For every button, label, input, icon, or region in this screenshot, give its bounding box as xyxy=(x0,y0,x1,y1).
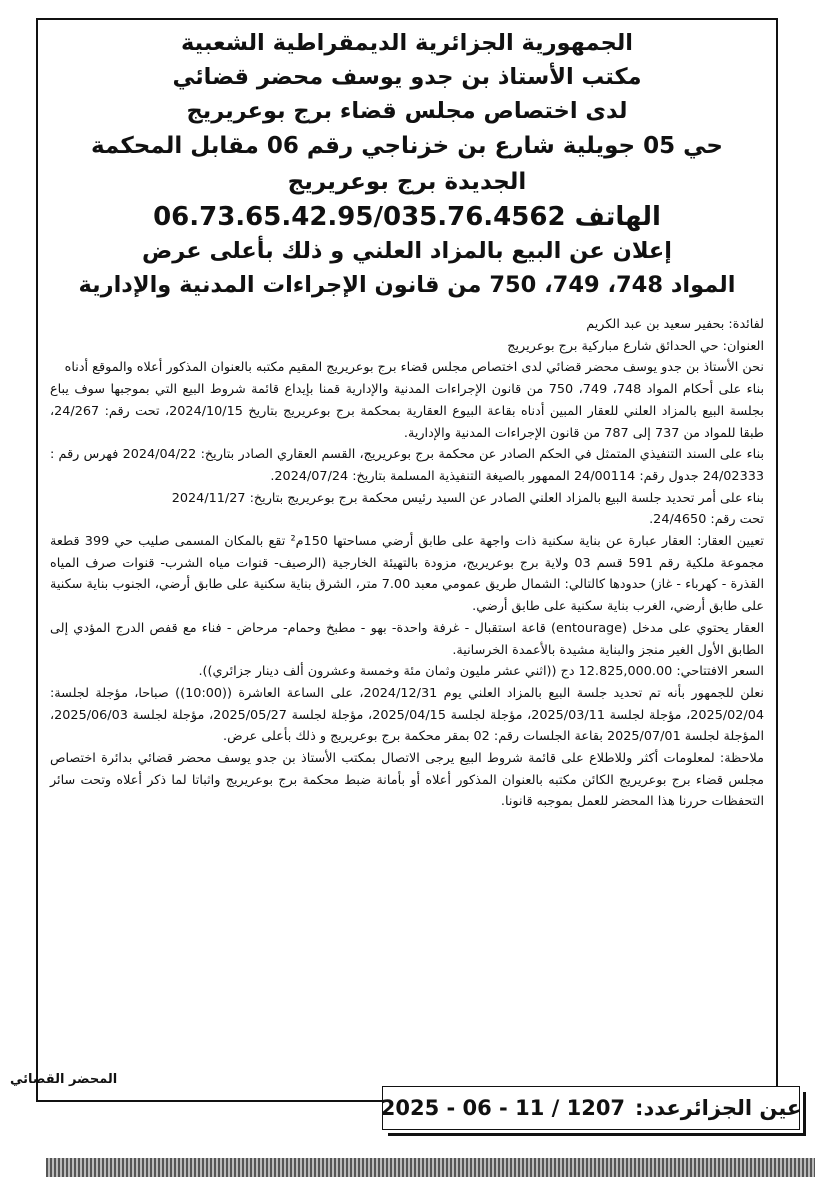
note-paragraph: ملاحظة: لمعلومات أكثر وللاطلاع على قائمة شروط البيع يرجى الاتصال بمكتب الأستاذ بن جدو يوسف محضر قضائي بدائرة اختصاص مجلس قضاء برج بوعريريج الكائن مكتبه بالعنوان المذكور أعلاه أو بأمانة ضبط محكمة برج بوعريريج واثباتا لما ذكر أعلاه وتحت سائر التحفظات حررنا هذا المحضر للعمل بموجبه قانونا. xyxy=(50,751,764,810)
executive-title-paragraph: بناء على السند التنفيذي المتمثل في الحكم الصادر عن محكمة برج بوعريريج، القسم العقاري الصادر بتاريخ: 2024/04/22 فهرس رقم : 24/02333 جدول رقم: 24/00114 الممهور بالصيغة التنفيذية المسلمة بتاريخ: 2024/07/24. xyxy=(50,447,765,484)
header-phone: الهاتف 06.73.65.42.95/035.76.4562 xyxy=(153,202,661,232)
footer-strip xyxy=(46,1158,815,1177)
header-office: مكتب الأستاذ بن جدو يوسف محضر قضائي xyxy=(172,64,642,90)
stamp-value: 2025 - 06 - 11 / 1207 xyxy=(380,1096,626,1120)
sale-order-number: تحت رقم: 24/4650. xyxy=(649,512,764,528)
header-address: حي 05 جويلية شارع بن خزناجي رقم 06 مقابل المحكمة الجديدة برج بوعريريج xyxy=(90,133,724,195)
legal-basis-paragraph: بناء على أحكام المواد 748، 749، 750 من قانون الإجراءات المدنية والإدارية قمنا بإيداع قائمة شروط البيع التي بموجبها سوف يباع بجلسة البيع بالمزاد العلني للعقار المبين أدناه بقاعة البيوع العقارية بمحكمة برج بوعريريج بتاريخ 2024/10/15، تحت رقم: 24/267، طبقا للمواد من 737 إلى 787 من قانون الإجراءات المدنية والإدارية. xyxy=(50,382,765,441)
header-jurisdiction: لدى اختصاص مجلس قضاء برج بوعريريج xyxy=(186,98,628,124)
announcement-frame xyxy=(36,18,778,1102)
opening-price: السعر الافتتاحي: 12.825,000.00 دج ((اثني عشر مليون وثمان مئة وخمسة وعشرون ألف دينار جزائري)). xyxy=(198,664,764,680)
property-designation: تعيين العقار: العقار عبارة عن بناية سكنية ذات واجهة على طابق أرضي مساحتها 150م² تقع بالمكان المسمى صليب حي 399 قطعة مجموعة ملكية رقم 591 قسم 03 ولاية برج بوعريريج، مزودة بالتهيئة الخارجية (الرصيف- قنوات مياه الشرب- قنوات صرف المياه القذرة - كهرباء - غاز) حدودها كالتالي: الشمال طريق عمومي معبد 7.00 متر، الشرق بناية سكنية على طابق أرضي، الجنوب بناية سكنية على طابق أرضي، الغرب بناية سكنية على طابق أرضي. xyxy=(50,534,765,615)
property-contents: العقار يحتوي على مدخل (entourage) قاعة استقبال - غرفة واحدة- بهو - مطبخ وحمام- مرحاض - فناء مع قفص الدرج المؤدي إلى الطابق الأول الغير منجز والبناية مشيدة بالأعمدة الخرسانية. xyxy=(50,620,764,658)
header-republic: الجمهورية الجزائرية الديمقراطية الشعبية xyxy=(181,30,633,56)
announcement-header xyxy=(38,20,776,302)
sale-order-paragraph: بناء على أمر تحديد جلسة البيع بالمزاد العلني الصادر عن السيد رئيس محكمة برج بوعريريج بتاريخ: 2024/11/27 xyxy=(171,490,764,506)
auction-dates: نعلن للجمهور بأنه تم تحديد جلسة البيع بالمزاد العلني يوم 2024/12/31، على الساعة العاشرة ((10:00)) صباحا، مؤجلة لجلسة: 2025/02/04، مؤجلة لجلسة 2025/03/11، مؤجلة لجلسة 2025/04/15، مؤجلة لجلسة 2025/05/27، مؤجلة لجلسة 2025/06/03، المؤجلة لجلسة 2025/07/01 بقاعة الجلسات رقم: 02 بمقر محكمة برج بوعريريج و ذلك بأعلى عرض. xyxy=(50,685,765,745)
stamp-label: عين الجزائرعدد: xyxy=(635,1096,802,1120)
beneficiary: لفائدة: بحفير سعيد بن عبد الكريم xyxy=(586,317,764,332)
bailiff-signature: المحضر القضائي xyxy=(10,1072,118,1087)
announcement-body xyxy=(38,310,776,813)
publication-stamp xyxy=(382,1086,800,1130)
beneficiary-address: العنوان: حي الحدائق شارع مباركية برج بوعريريج xyxy=(507,338,764,354)
header-announcement-title: إعلان عن البيع بالمزاد العلني و ذلك بأعلى عرض xyxy=(141,238,672,264)
header-legal-articles: المواد 748، 749، 750 من قانون الإجراءات المدنية والإدارية xyxy=(78,272,736,298)
bailiff-statement: نحن الأستاذ بن جدو يوسف محضر قضائي لدى اختصاص مجلس قضاء برج بوعريريج المقيم مكتبه بالعنوان المذكور أعلاه والموقع أدناه xyxy=(64,360,764,376)
